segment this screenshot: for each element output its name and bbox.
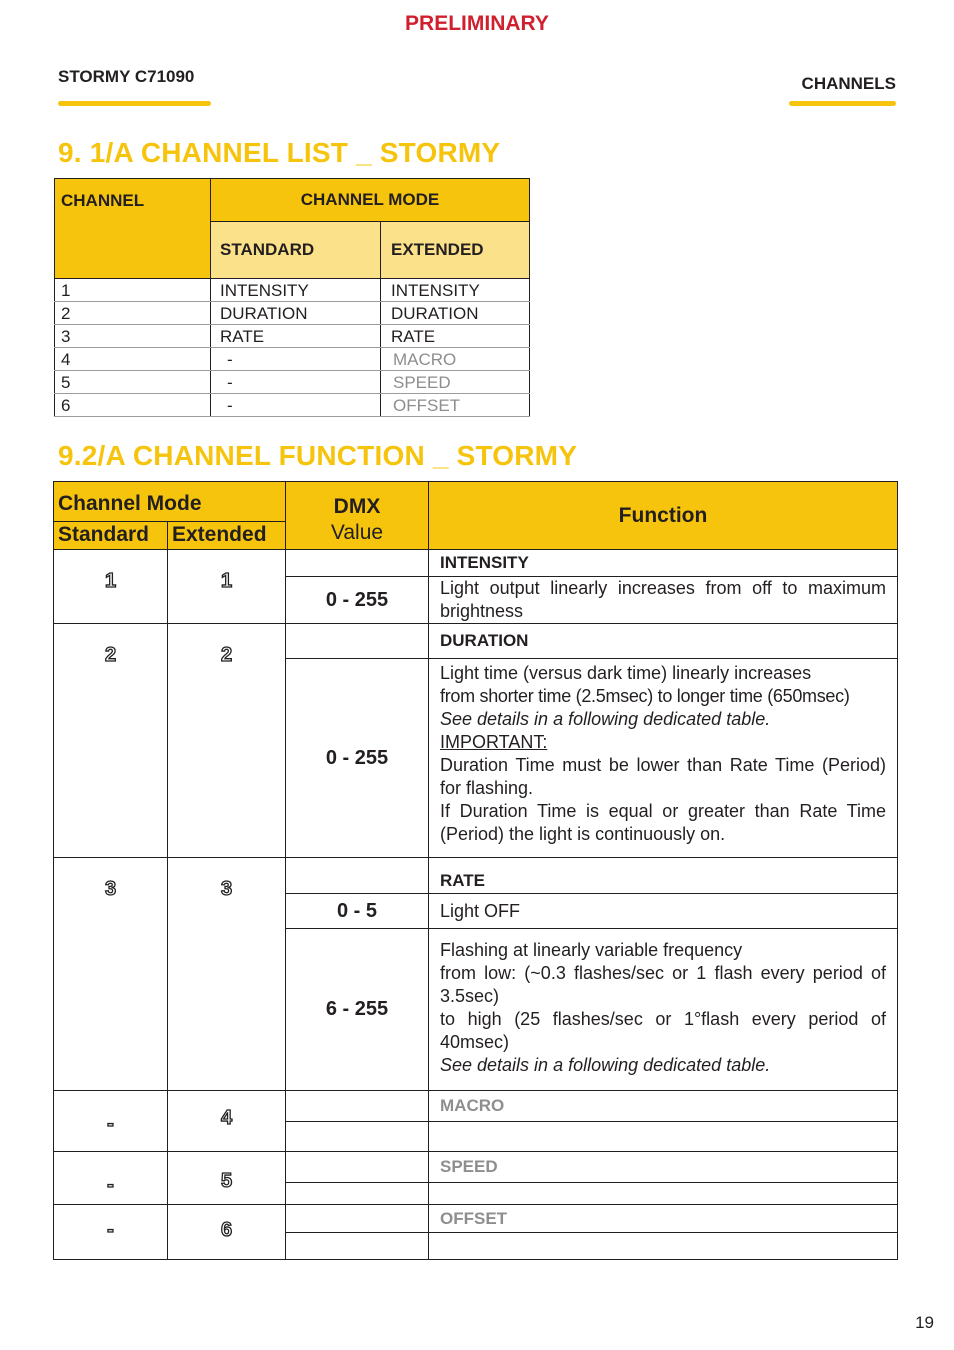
function-title-duration: DURATION	[429, 624, 898, 659]
channel-cell: 5	[55, 371, 211, 394]
channel-list-table	[54, 178, 530, 417]
extended-channel-number: 1	[168, 550, 286, 624]
function-empty-cell	[429, 1233, 898, 1260]
desc-line: from low: (~0.3 flashes/sec or 1 flash every period of 3.5sec)	[440, 963, 886, 1006]
extended-cell: INTENSITY	[381, 279, 530, 302]
channel-mode-header: Channel Mode	[54, 482, 286, 522]
standard-cell: RATE	[211, 325, 381, 348]
dmx-empty-cell	[286, 1152, 429, 1183]
desc-line: from shorter time (2.5msec) to longer time (650msec)	[440, 686, 850, 706]
extended-header: EXTENDED	[381, 222, 530, 279]
dmx-header-line1: DMX	[333, 495, 381, 518]
desc-line: Light time (versus dark time) linearly increases	[440, 663, 812, 683]
standard-header: Standard	[54, 522, 168, 550]
desc-line: See details in a following dedicated table.	[440, 1055, 771, 1075]
function-description: Light OFF	[429, 894, 898, 929]
dmx-empty-cell	[286, 1091, 429, 1122]
dmx-value: 0 - 5	[286, 894, 429, 929]
dmx-empty-cell	[286, 1233, 429, 1260]
extended-channel-number: 2	[168, 624, 286, 858]
dmx-value: 0 - 255	[286, 659, 429, 858]
table-row	[55, 394, 530, 417]
extended-channel-number: 3	[168, 858, 286, 1091]
standard-cell: -	[211, 394, 381, 417]
dmx-header-line2: Value	[330, 521, 384, 544]
standard-channel-number: -	[54, 1205, 168, 1260]
desc-line: IMPORTANT:	[440, 732, 548, 752]
standard-channel-number: -	[54, 1091, 168, 1152]
standard-header: STANDARD	[211, 222, 381, 279]
extended-channel-number: 4	[168, 1091, 286, 1152]
desc-line: Duration Time must be lower than Rate Time (Period) for flashing.	[440, 755, 886, 798]
standard-channel-number: 2	[54, 624, 168, 858]
page-number: 19	[915, 1313, 934, 1332]
table-row	[55, 348, 530, 371]
extended-cell: MACRO	[381, 348, 530, 371]
function-header: Function	[429, 482, 898, 550]
dmx-empty-cell	[286, 624, 429, 659]
standard-cell: -	[211, 348, 381, 371]
extended-cell: RATE	[381, 325, 530, 348]
dmx-value-header	[286, 482, 429, 550]
standard-channel-number: -	[54, 1152, 168, 1205]
extended-cell: OFFSET	[381, 394, 530, 417]
function-title-speed: SPEED	[429, 1152, 898, 1183]
standard-cell: -	[211, 371, 381, 394]
function-description	[429, 659, 898, 858]
channel-cell: 4	[55, 348, 211, 371]
dmx-value: 0 - 255	[286, 577, 429, 624]
standard-cell: INTENSITY	[211, 279, 381, 302]
standard-channel-number: 3	[54, 858, 168, 1091]
dmx-empty-cell	[286, 550, 429, 577]
standard-channel-number: 1	[54, 550, 168, 624]
desc-line: to high (25 flashes/sec or 1°flash every period of 40msec)	[440, 1009, 886, 1052]
channel-cell: 2	[55, 302, 211, 325]
function-description	[429, 929, 898, 1091]
section-header-underline	[789, 101, 896, 106]
table-row	[55, 302, 530, 325]
channel-list-title: 9. 1/A CHANNEL LIST _ STORMY	[58, 137, 501, 168]
desc-line: See details in a following dedicated table.	[440, 709, 771, 729]
channel-mode-header: CHANNEL MODE	[211, 179, 530, 222]
function-title-intensity: INTENSITY	[429, 550, 898, 577]
section-header: CHANNELS	[801, 74, 896, 93]
channel-cell: 1	[55, 279, 211, 302]
desc-line: Flashing at linearly variable frequency	[440, 940, 743, 960]
table-row	[55, 371, 530, 394]
extended-header: Extended	[168, 522, 286, 550]
dmx-value: 6 - 255	[286, 929, 429, 1091]
preliminary-label: PRELIMINARY	[405, 12, 549, 35]
standard-cell: DURATION	[211, 302, 381, 325]
model-header: STORMY C71090	[58, 67, 195, 86]
function-description: Light output linearly increases from off to maximum brightness	[429, 577, 898, 624]
table-row	[55, 325, 530, 348]
function-title-rate: RATE	[429, 858, 898, 894]
function-title-offset: OFFSET	[429, 1205, 898, 1233]
channel-function-title: 9.2/A CHANNEL FUNCTION _ STORMY	[58, 440, 578, 471]
table-row	[55, 279, 530, 302]
function-title-macro: MACRO	[429, 1091, 898, 1122]
channel-cell: 3	[55, 325, 211, 348]
function-empty-cell	[429, 1183, 898, 1205]
model-header-underline	[58, 101, 211, 106]
channel-header: CHANNEL	[55, 179, 211, 279]
extended-channel-number: 5	[168, 1152, 286, 1205]
channel-cell: 6	[55, 394, 211, 417]
function-empty-cell	[429, 1122, 898, 1152]
dmx-empty-cell	[286, 1183, 429, 1205]
extended-cell: SPEED	[381, 371, 530, 394]
dmx-empty-cell	[286, 1122, 429, 1152]
dmx-empty-cell	[286, 1205, 429, 1233]
extended-channel-number: 6	[168, 1205, 286, 1260]
desc-line: If Duration Time is equal or greater than Rate Time (Period) the light is continuously on.	[440, 801, 886, 844]
extended-cell: DURATION	[381, 302, 530, 325]
dmx-empty-cell	[286, 858, 429, 894]
channel-function-table	[53, 481, 898, 1260]
